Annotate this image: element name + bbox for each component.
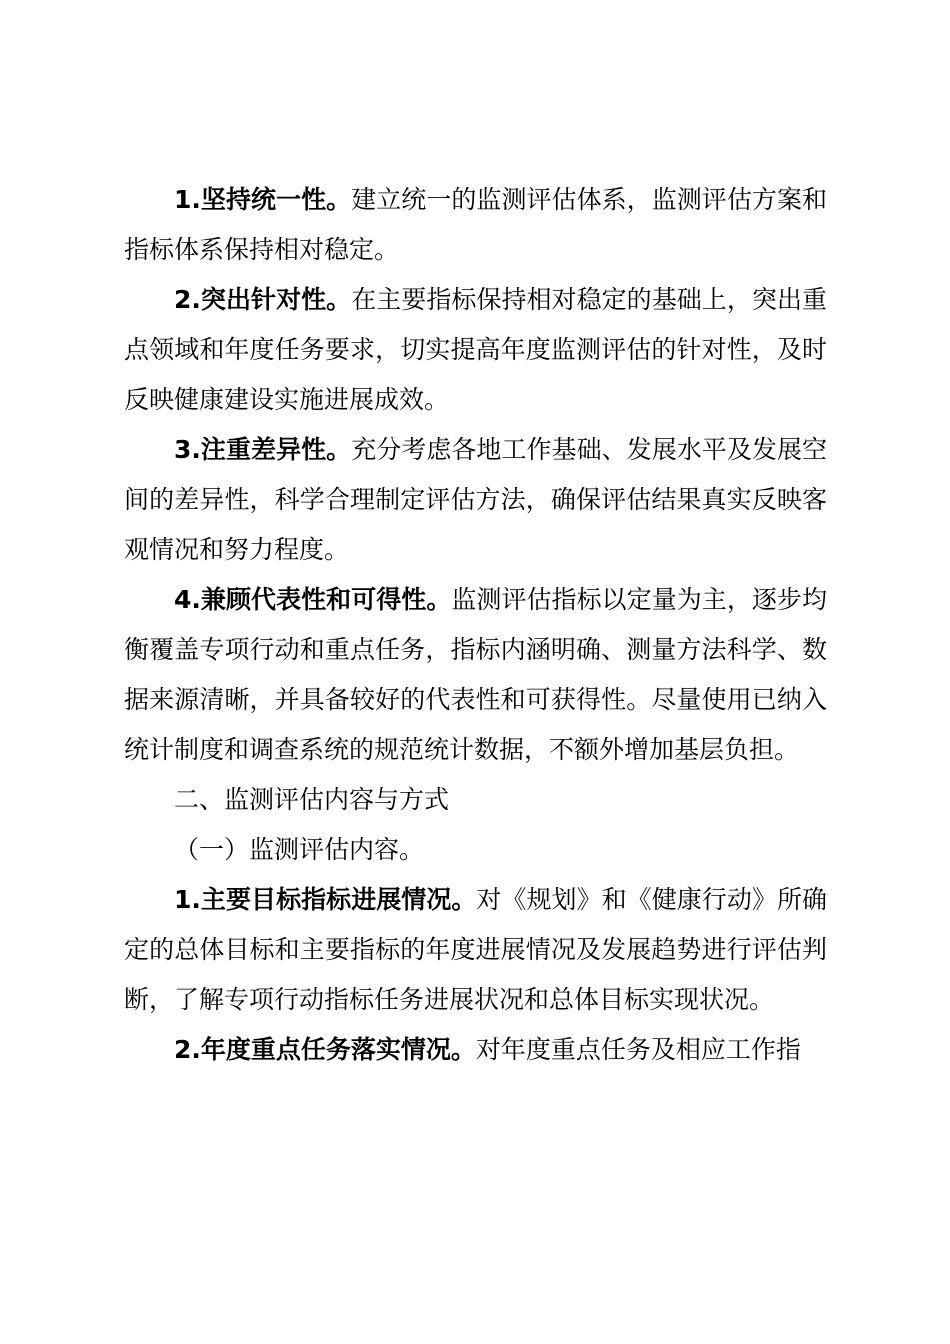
content-paragraph-2 — [124, 1025, 827, 1075]
content-paragraph-1 — [124, 875, 827, 1025]
principle-4-lead: 4.兼顾代表性和可得性。 — [174, 585, 452, 614]
principle-paragraph-4 — [124, 575, 827, 775]
content-2-body: 对年度重点任务及相应工作指 — [475, 1035, 801, 1064]
subsection-heading: （一）监测评估内容。 — [174, 835, 425, 864]
principle-2-lead: 2.突出针对性。 — [174, 285, 352, 314]
content-1-body: 对《规划》和《健康行动》所确定的总体目标和主要指标的年度进展情况及发展趋势进行评估判断，了解专项行动指标任务进展状况和总体目标实现状况。 — [124, 885, 827, 1014]
principle-3-body: 充分考虑各地工作基础、发展水平及发展空间的差异性，科学合理制定评估方法，确保评估结果真实反映客观情况和努力程度。 — [124, 435, 827, 564]
document-page — [124, 175, 827, 1075]
principle-paragraph-2 — [124, 275, 827, 425]
principle-3-lead: 3.注重差异性。 — [174, 435, 352, 464]
principle-1-lead: 1.坚持统一性。 — [174, 185, 352, 214]
principle-1-body: 建立统一的监测评估体系，监测评估方案和指标体系保持相对稳定。 — [124, 185, 827, 264]
principle-paragraph-1 — [124, 175, 827, 275]
content-2-lead: 2.年度重点任务落实情况。 — [174, 1035, 476, 1064]
content-1-lead: 1.主要目标指标进展情况。 — [174, 885, 477, 914]
principle-paragraph-3 — [124, 425, 827, 575]
principle-4-body: 监测评估指标以定量为主，逐步均衡覆盖专项行动和重点任务，指标内涵明确、测量方法科学、数据来源清晰，并具备较好的代表性和可获得性。尽量使用已纳入统计制度和调查系统的规范统计数据，不额外增加基层负担。 — [124, 585, 827, 764]
section-heading: 二、监测评估内容与方式 — [174, 785, 450, 814]
principle-2-body: 在主要指标保持相对稳定的基础上，突出重点领域和年度任务要求，切实提高年度监测评估的针对性，及时反映健康建设实施进展成效。 — [124, 285, 827, 414]
